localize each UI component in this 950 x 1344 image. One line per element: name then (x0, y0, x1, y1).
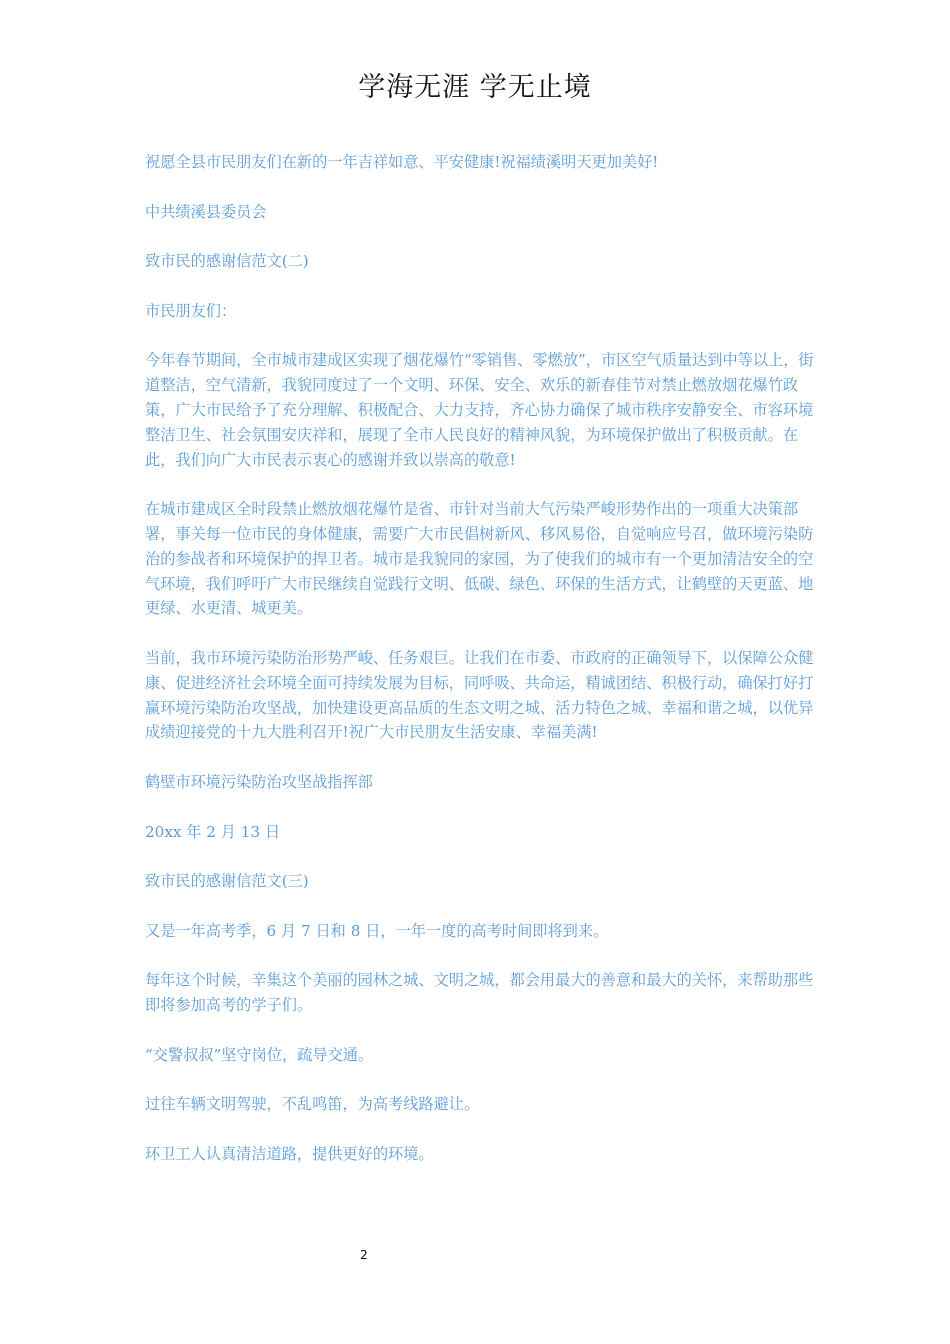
paragraph-date: 20xx 年 2 月 13 日 (145, 822, 281, 841)
paragraph-signature-committee: 中共绩溪县委员会 (145, 202, 267, 221)
paragraph-traffic-police: “交警叔叔”坚守岗位，疏导交通。 (145, 1045, 374, 1064)
paragraph-blessing: 祝愿全县市民朋友们在新的一年吉祥如意、平安健康!祝福绩溪明天更加美好! (145, 153, 659, 171)
paragraph-spring-festival: 今年春节期间，全市城市建成区实现了烟花爆竹“零销售、零燃放”，市区空气质量达到中等以上，街道整洁，空气清新，我貌同度过了一个文明、环保、安全、欢乐的新春佳节对禁止燃放烟花爆竹政策，广大市民给予了充分理解、积极配合、大力支持，齐心协力确保了城市秩序安静安全、市容环境整洁卫生、社会氛围安庆祥和，展现了全市人民良好的精神风貌，为环境保护做出了积极贡献。在此，我们向广大市民表示衷心的感谢并致以崇高的敬意! (145, 351, 814, 469)
paragraph-salutation: 市民朋友们： (145, 301, 237, 320)
paragraph-signature-command: 鹤壁市环境污染防治攻坚战指挥部 (145, 772, 373, 791)
paragraph-sanitation: 环卫工人认真清洁道路，提供更好的环境。 (145, 1144, 434, 1163)
paragraph-pollution-control: 当前，我市环境污染防治形势严峻、任务艰巨。让我们在市委、市政府的正确领导下，以保障公众健康、促进经济社会环境全面可持续发展为目标，同呼吸、共命运，精诚团结、积极行动，确保打好打赢环境污染防治攻坚战，加快建设更高品质的生态文明之城、活力特色之城、幸福和谐之城，以优异成绩迎接党的十九大胜利召开!祝广大市民朋友生活安康、幸福美满! (145, 648, 814, 742)
page-number: 2 (360, 1248, 368, 1262)
document-body (145, 150, 825, 1191)
page-header-title: 学海无涯 学无止境 (358, 72, 592, 103)
paragraph-city-care: 每年这个时候，辛集这个美丽的园林之城、文明之城，都会用最大的善意和最大的关怀，来帮助那些即将参加高考的学子们。 (145, 971, 814, 1015)
paragraph-exam-season: 又是一年高考季，6 月 7 日和 8 日，一年一度的高考时间即将到来。 (145, 921, 609, 940)
section-heading-3: 致市民的感谢信范文(三) (145, 872, 309, 891)
paragraph-vehicles: 过往车辆文明驾驶，不乱鸣笛，为高考线路避让。 (145, 1095, 480, 1114)
section-heading-2: 致市民的感谢信范文(二) (145, 252, 309, 271)
paragraph-fireworks-ban: 在城市建成区全时段禁止燃放烟花爆竹是省、市针对当前大气污染严峻形势作出的一项重大决策部署，事关每一位市民的身体健康，需要广大市民倡树新风、移风易俗，自觉响应号召，做环境污染防治的参战者和环境保护的捍卫者。城市是我貌同的家园，为了使我们的城市有一个更加清洁安全的空气环境，我们呼吁广大市民继续自觉践行文明、低碳、绿色、环保的生活方式，让鹤壁的天更蓝、地更绿、水更清、城更美。 (145, 500, 814, 618)
